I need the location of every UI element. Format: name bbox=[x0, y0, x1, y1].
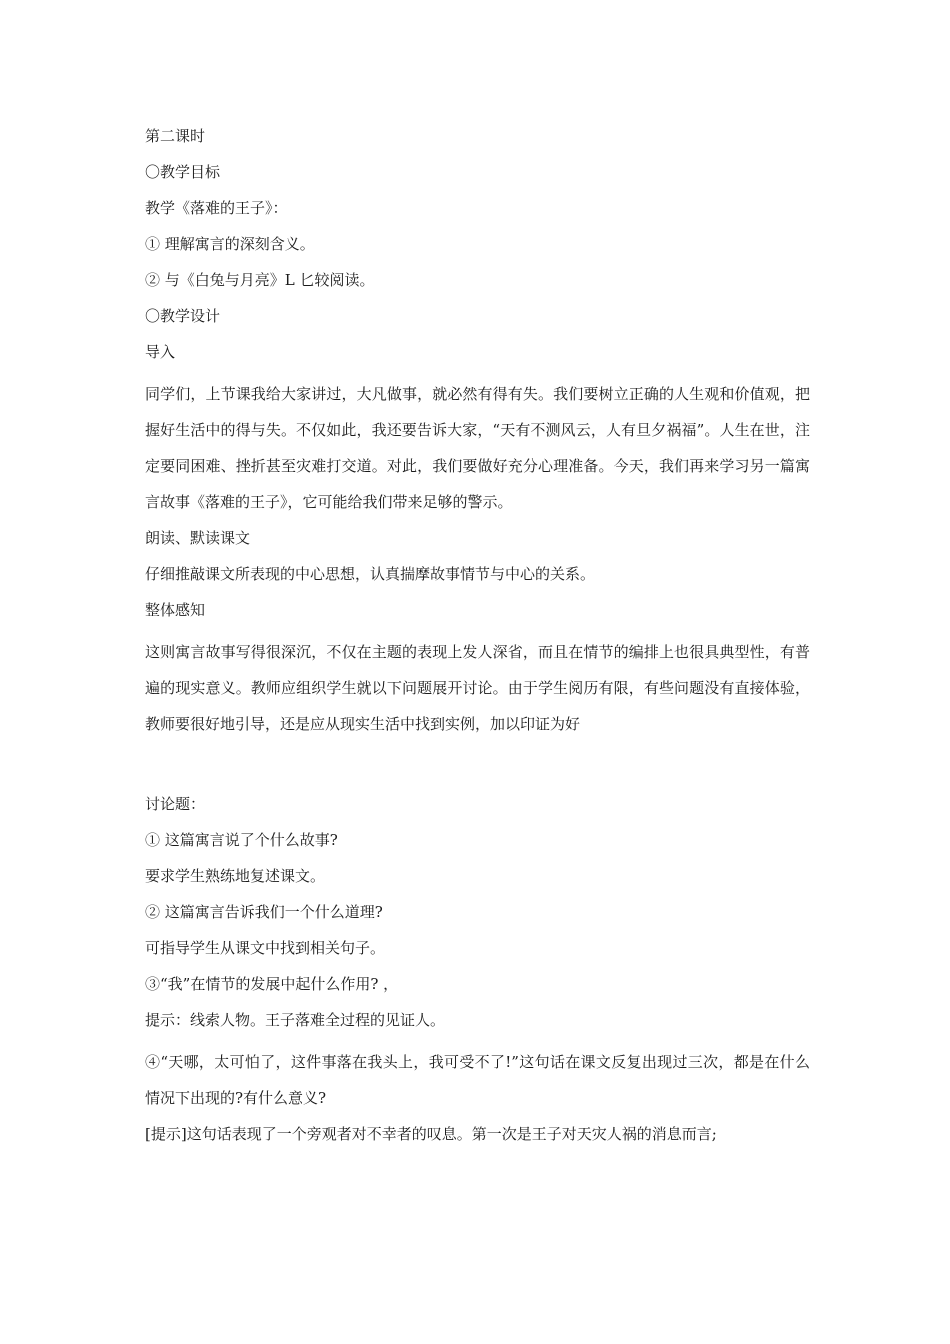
perception-paragraph: 这则寓言故事写得很深沉，不仅在主题的表现上发人深省，而且在情节的编排上也很具典型性，有普遍的现实意义。教师应组织学生就以下问题展开讨论。由于学生阅历有限，有些问题没有直接体验，教师要很好地引导，还是应从现实生活中找到实例，加以印证为好 bbox=[145, 643, 810, 733]
answer-4: [提示]这句话表现了一个旁观者对不幸者的叹息。第一次是王子对天灾人祸的消息而言; bbox=[145, 1125, 717, 1143]
objectives-intro: 教学《落难的王子》： bbox=[145, 199, 288, 217]
answer-2: 可指导学生从课文中找到相关句子。 bbox=[145, 939, 386, 957]
intro-paragraph: 同学们，上节课我给大家讲过，大凡做事，就必然有得有失。我们要树立正确的人生观和价值观，把握好生活中的得与失。不仅如此，我还要告诉大家，“天有不测风云，人有旦夕祸福”。人生在世，注定要同困难、挫折甚至灾难打交道。对此，我们要做好充分心理准备。今天，我们再来学习另一篇寓言故事《落难的王子》，它可能给我们带来足够的警示。 bbox=[145, 385, 810, 511]
document-body bbox=[145, 124, 810, 1158]
question-4: ④“天哪，太可怕了，这件事落在我头上，我可受不了!”这句话在课文反复出现过三次，都是在什么情况下出现的?有什么意义? bbox=[145, 1053, 810, 1107]
intro-heading: 导入 bbox=[145, 343, 176, 361]
objectives-heading: 〇教学目标 bbox=[145, 163, 221, 181]
objective-item-2: ② 与《白兔与月亮》L 匕较阅读。 bbox=[145, 271, 375, 289]
reading-heading: 朗读、默读课文 bbox=[145, 529, 251, 547]
lesson-title: 第二课时 bbox=[145, 127, 206, 145]
design-heading: 〇教学设计 bbox=[145, 307, 221, 325]
perception-heading: 整体感知 bbox=[145, 601, 206, 619]
answer-3: 提示：线索人物。王子落难全过程的见证人。 bbox=[145, 1011, 446, 1029]
question-3: ③“我”在情节的发展中起什么作用? ， bbox=[145, 975, 399, 993]
section-gap bbox=[145, 748, 810, 792]
question-2: ② 这篇寓言告诉我们一个什么道理? bbox=[145, 903, 383, 921]
reading-text: 仔细推敲课文所表现的中心思想，认真揣摩故事情节与中心的关系。 bbox=[145, 565, 596, 583]
discussion-heading: 讨论题： bbox=[145, 795, 206, 813]
objective-item-1: ① 理解寓言的深刻含义。 bbox=[145, 235, 315, 253]
answer-1: 要求学生熟练地复述课文。 bbox=[145, 867, 326, 885]
question-1: ① 这篇寓言说了个什么故事? bbox=[145, 831, 338, 849]
